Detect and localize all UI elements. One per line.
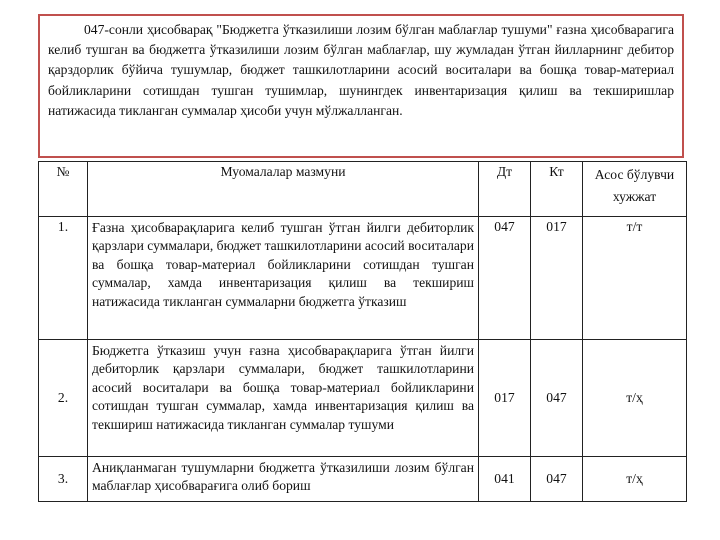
header-credit: Кт — [531, 162, 583, 217]
header-number: № — [39, 162, 88, 217]
row-document: т/ҳ — [583, 457, 687, 502]
row-credit: 017 — [531, 217, 583, 340]
row-content: Аниқланмаган тушумларни бюджетга ўтказилиши лозим бўлган маблағлар ҳисобварағига олиб бориш — [88, 457, 479, 502]
table-header-row — [39, 162, 687, 217]
intro-box — [38, 14, 684, 158]
header-content: Муомалалар мазмуни — [88, 162, 479, 217]
table-row — [39, 340, 687, 457]
table-row — [39, 457, 687, 502]
row-debit: 017 — [479, 340, 531, 457]
transactions-table — [38, 161, 687, 502]
row-number: 2. — [39, 340, 88, 457]
intro-paragraph: 047-сонли ҳисобварақ "Бюджетга ўтказилиши лозим бўлган маблағлар тушуми" ғазна ҳисобварагига келиб тушган ва бюджетга ўтказилиши лозим бўлган маблағлар, шу жумладан ўтган йилларнинг дебитор қарздорлик бўйича тушумлар, бюджет ташкилотларини асосий воситалари ва бошқа товар-материал бойликларини сотишдан тушган тушимлар, шунингдек инвентаризация қилиш ва текширишлар натижасида тикланган суммалар ҳисоби учун мўлжалланган. — [48, 22, 674, 118]
row-document: т/ҳ — [583, 340, 687, 457]
row-number: 1. — [39, 217, 88, 340]
row-debit: 047 — [479, 217, 531, 340]
row-credit: 047 — [531, 457, 583, 502]
header-debit: Дт — [479, 162, 531, 217]
row-content: Бюджетга ўтказиш учун ғазна ҳисобварақларига ўтган йилги дебиторлик қарзлари суммалари, бюджет ташкилотларини асосий воситалари ва бошқа товар-материал бойликларини сотишдан тушган суммалар, хамда инвентаризация қилиш ва текшириш натижасида тикланган суммалар тушуми — [88, 340, 479, 457]
header-document: Асос бўлувчи хужжат — [583, 162, 687, 217]
row-debit: 041 — [479, 457, 531, 502]
table-row — [39, 217, 687, 340]
row-content: Ғазна ҳисобварақларига келиб тушган ўтган йилги дебиторлик қарзлари суммалари, бюджет ташкилотларини асосий воситалари ва бошқа товар-материал бойликларини сотишдан тушган суммалар, хамда инвентаризация қилиш ва текшириш натижасида тикланган суммаларни бюджетга ўтказиш — [88, 217, 479, 340]
row-credit: 047 — [531, 340, 583, 457]
row-number: 3. — [39, 457, 88, 502]
row-document: т/т — [583, 217, 687, 340]
